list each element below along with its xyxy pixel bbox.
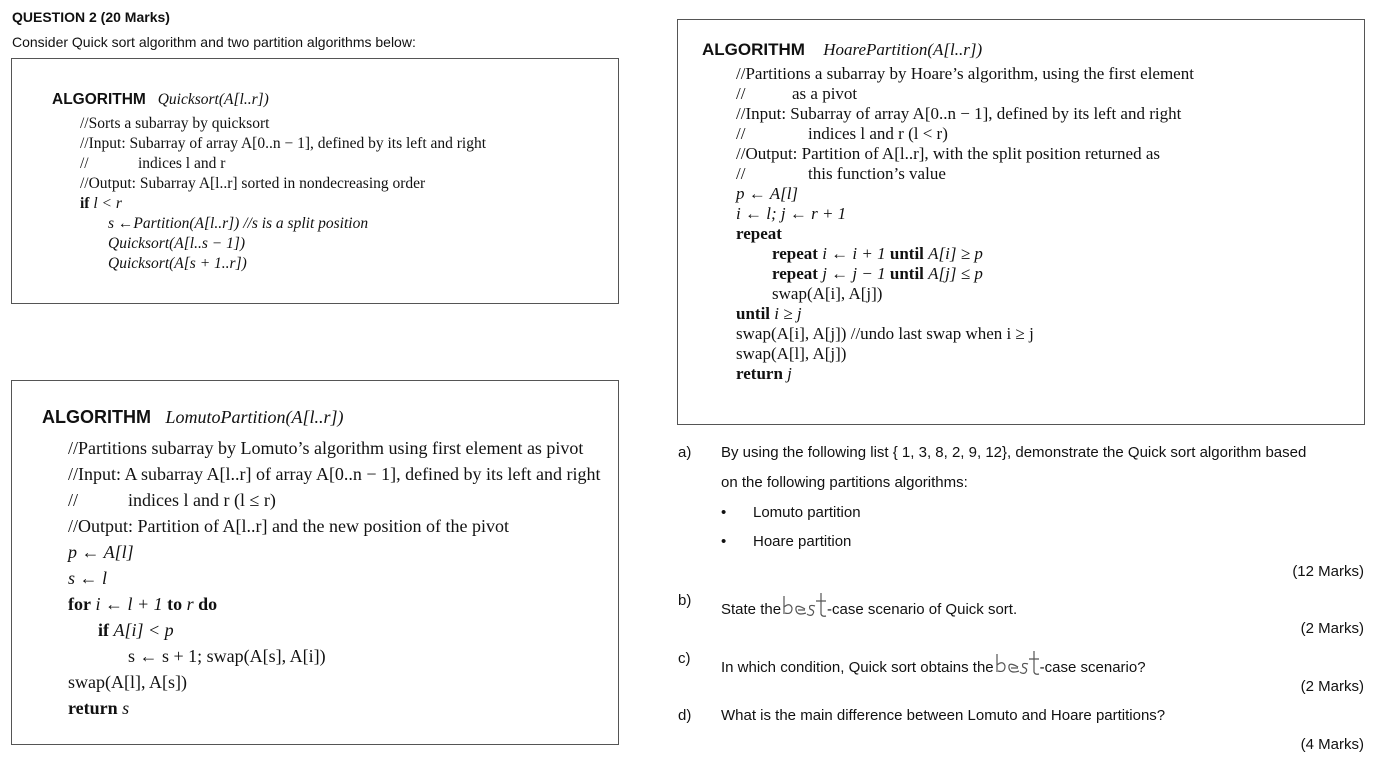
algo-line bbox=[80, 195, 122, 213]
algo-keyword: ALGORITHM bbox=[52, 91, 146, 108]
question-a-label: a) bbox=[678, 444, 692, 461]
lomuto-algorithm-box bbox=[11, 380, 619, 745]
question-b-text bbox=[721, 590, 1017, 620]
algo-line: // bbox=[736, 164, 746, 183]
question-a-text: By using the following list { 1, 3, 8, 2, 9, 12}, demonstrate the Quick sort algorithm based bbox=[721, 444, 1307, 461]
question-c-text-end: -case scenario? bbox=[1039, 659, 1146, 676]
algo-line: indices l and r (l ≤ r) bbox=[128, 490, 276, 510]
algo-line: this function’s value bbox=[808, 164, 946, 183]
algo-line: repeat bbox=[736, 224, 782, 243]
algo-line: Quicksort(A[l..s − 1]) bbox=[108, 235, 246, 252]
keyword-until: until bbox=[736, 304, 771, 323]
algo-line bbox=[68, 594, 217, 615]
loop-end: r bbox=[186, 594, 194, 614]
algo-line: p ← A[l] bbox=[736, 184, 799, 203]
keyword-until: until bbox=[889, 264, 924, 283]
algo-title bbox=[702, 40, 982, 60]
bullet-label: Lomuto partition bbox=[753, 504, 861, 521]
condition: i ≥ j bbox=[774, 304, 802, 323]
loop-init: i ← l + 1 bbox=[95, 594, 163, 614]
algo-line: as a pivot bbox=[792, 84, 858, 103]
algo-line: // bbox=[736, 84, 746, 103]
algo-line: // bbox=[80, 155, 89, 172]
question-b-marks: (2 Marks) bbox=[1300, 620, 1364, 637]
algo-title bbox=[42, 407, 344, 428]
keyword-do: do bbox=[198, 594, 218, 614]
algo-keyword: ALGORITHM bbox=[42, 407, 151, 427]
keyword-repeat: repeat bbox=[772, 264, 818, 283]
algo-line: //Sorts a subarray by quicksort bbox=[80, 115, 270, 132]
algo-line: s ← s + 1; swap(A[s], A[i]) bbox=[128, 646, 326, 666]
condition: A[j] ≤ p bbox=[928, 264, 983, 283]
question-d-text: What is the main difference between Lomuto and Hoare partitions? bbox=[721, 707, 1166, 724]
question-b-text-end: -case scenario of Quick sort. bbox=[827, 601, 1018, 618]
return-value: s bbox=[122, 698, 130, 718]
quicksort-algorithm-box bbox=[11, 58, 619, 304]
keyword-repeat: repeat bbox=[772, 244, 818, 263]
algo-line: //Partitions a subarray by Hoare’s algorithm, using the first element bbox=[736, 64, 1194, 83]
algo-title bbox=[52, 91, 269, 109]
loop-step: j ← j − 1 bbox=[822, 264, 886, 283]
condition: A[i] ≥ p bbox=[928, 244, 983, 263]
algo-line: swap(A[i], A[j]) //undo last swap when i ≥ j bbox=[736, 324, 1034, 343]
bullet-item: • Lomuto partition bbox=[721, 504, 861, 521]
question-a-text-cont: on the following partitions algorithms: bbox=[721, 474, 968, 491]
algo-line: p ← A[l] bbox=[68, 542, 134, 562]
algo-keyword: ALGORITHM bbox=[702, 40, 805, 59]
algo-line: indices l and r bbox=[138, 155, 226, 172]
question-d-marks: (4 Marks) bbox=[1300, 736, 1364, 753]
question-b-text-start: State the bbox=[721, 601, 782, 618]
algo-line: // bbox=[736, 124, 746, 143]
algo-line: //Output: Subarray A[l..r] sorted in nondecreasing order bbox=[80, 175, 426, 192]
question-intro: Consider Quick sort algorithm and two partition algorithms below: bbox=[12, 34, 416, 50]
condition: A[i] < p bbox=[113, 620, 174, 640]
hoare-algorithm-box bbox=[677, 19, 1365, 425]
question-c-text-start: In which condition, Quick sort obtains the bbox=[721, 659, 994, 676]
keyword-if: if bbox=[98, 620, 109, 640]
question-a-marks: (12 Marks) bbox=[1292, 563, 1364, 580]
algo-line: swap(A[i], A[j]) bbox=[772, 284, 883, 303]
bullet-item: • Hoare partition bbox=[721, 533, 852, 550]
keyword-return: return bbox=[736, 364, 783, 383]
algo-line: swap(A[l], A[s]) bbox=[68, 672, 187, 692]
handwritten-best-icon bbox=[781, 590, 827, 620]
algo-name: Quicksort(A[l..r]) bbox=[157, 91, 269, 108]
loop-step: i ← i + 1 bbox=[822, 244, 886, 263]
keyword-to: to bbox=[167, 594, 183, 614]
algo-line: Quicksort(A[s + 1..r]) bbox=[108, 255, 247, 272]
algo-line bbox=[736, 364, 792, 384]
algo-line: //Output: Partition of A[l..r], with the split position returned as bbox=[736, 144, 1161, 163]
algo-name: HoarePartition(A[l..r]) bbox=[823, 40, 983, 59]
keyword-if: if bbox=[80, 195, 90, 212]
question-c-label: c) bbox=[678, 650, 691, 667]
question-d-label: d) bbox=[678, 707, 692, 724]
algo-line: s ← l bbox=[68, 568, 108, 588]
algo-line: //Input: Subarray of array A[0..n − 1], defined by its left and right bbox=[736, 104, 1182, 123]
keyword-return: return bbox=[68, 698, 118, 718]
algo-line: //Partitions subarray by Lomuto’s algorithm using first element as pivot bbox=[68, 438, 584, 458]
question-c-marks: (2 Marks) bbox=[1300, 678, 1364, 695]
keyword-for: for bbox=[68, 594, 91, 614]
algo-name: LomutoPartition(A[l..r]) bbox=[165, 407, 344, 427]
algo-line bbox=[772, 244, 983, 264]
algo-line: s ←Partition(A[l..r]) //s is a split position bbox=[108, 215, 369, 232]
keyword-until: until bbox=[889, 244, 924, 263]
algo-line: indices l and r (l < r) bbox=[808, 124, 948, 143]
algo-line bbox=[736, 304, 802, 324]
question-heading: QUESTION 2 (20 Marks) bbox=[12, 9, 170, 25]
question-c-text bbox=[721, 648, 1146, 678]
bullet-label: Hoare partition bbox=[753, 533, 852, 550]
algo-line bbox=[68, 698, 129, 719]
algo-line: //Input: Subarray of array A[0..n − 1], defined by its left and right bbox=[80, 135, 487, 152]
question-b-label: b) bbox=[678, 592, 692, 609]
algo-line bbox=[772, 264, 983, 284]
algo-line: //Output: Partition of A[l..r] and the new position of the pivot bbox=[68, 516, 509, 536]
algo-line bbox=[98, 620, 174, 641]
algo-line: i ← l; j ← r + 1 bbox=[736, 204, 847, 223]
algo-line: //Input: A subarray A[l..r] of array A[0..n − 1], defined by its left and right bbox=[68, 464, 601, 484]
algo-line: // bbox=[68, 490, 79, 510]
algo-line: swap(A[l], A[j]) bbox=[736, 344, 847, 363]
condition: l < r bbox=[93, 195, 122, 212]
handwritten-best-icon bbox=[994, 648, 1040, 678]
return-value: j bbox=[787, 364, 792, 383]
